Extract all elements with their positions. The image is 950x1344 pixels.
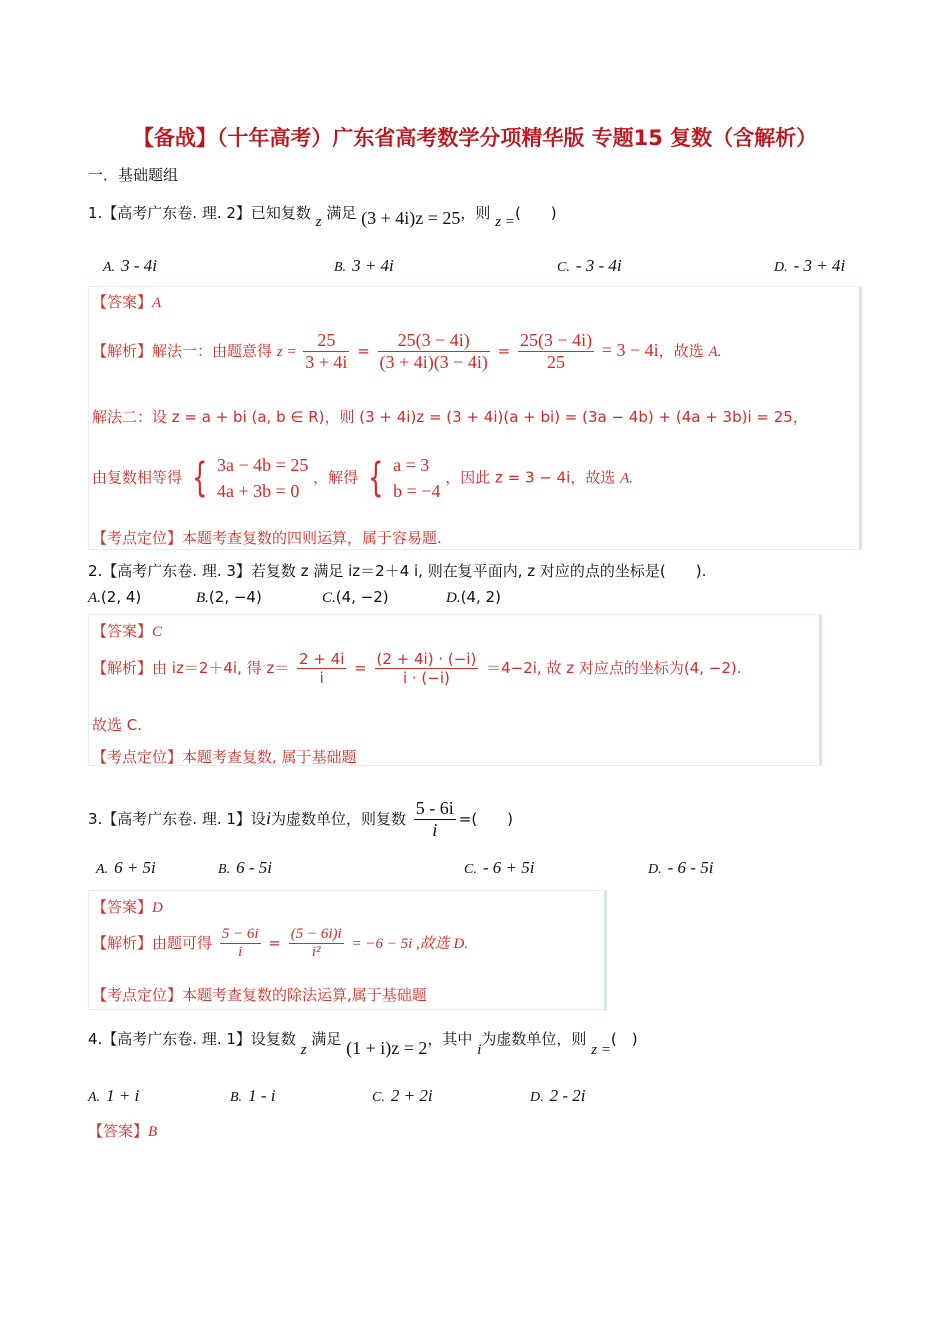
question-2-stem: 2.【高考广东卷. 理. 3】若复数 z 满足 iz＝2＋4 i, 则在复平面内, z 对应的点的坐标是( ). bbox=[88, 562, 707, 580]
q2-analysis: 【解析】由 iz＝2＋4i, 得 z＝ $\frac{2 + 4i}{i}$ = $\frac{(2 + 4i) \cdot (-i)}{i \cdot (-i)}$ ＝4−2i, 故 z 对应点的坐标为(4, −2). bbox=[92, 650, 742, 687]
question-3-stem: 3.【高考广东卷. 理. 1】设i为虚数单位，则复数 $\frac{5 - 6i}{i}$ =( ) bbox=[88, 798, 514, 840]
q3-fraction-1: $\frac{5 - 6i}{i}$ bbox=[221, 926, 259, 960]
q2-topic-point: 【考点定位】本题考查复数, 属于基础题 bbox=[92, 748, 357, 766]
q1-fraction-1: $\frac{25}{3 + 4i}$ bbox=[305, 330, 348, 372]
question-4-stem: 4.【高考广东卷. 理. 1】设复数 z 满足 (1 + i)z = 2，其中 i为虚数单位，则 z =( ) bbox=[88, 1030, 638, 1058]
q4-option-d[interactable]: D. 2 - 2i bbox=[530, 1086, 586, 1105]
q1-option-d[interactable]: D. - 3 + 4i bbox=[774, 256, 846, 275]
q4-option-c[interactable]: C. 2 + 2i bbox=[372, 1086, 433, 1105]
q1-option-a[interactable]: A. 3 - 4i bbox=[103, 256, 157, 275]
question-1-stem: 1.【高考广东卷. 理. 2】已知复数 z 满足 (3 + 4i)z = 25，则 z =( ) bbox=[88, 204, 557, 230]
q2-choose: 故选 C. bbox=[92, 716, 143, 734]
q3-option-c[interactable]: C. - 6 + 5i bbox=[464, 858, 535, 877]
page-title: 【备战】（十年高考）广东省高考数学分项精华版 专题15 复数（含解析） bbox=[132, 126, 818, 150]
q3-fraction: $\frac{5 - 6i}{i}$ bbox=[415, 798, 454, 840]
section-heading: 一．基础题组 bbox=[88, 166, 179, 184]
q4-option-a[interactable]: A. 1 + i bbox=[88, 1086, 140, 1105]
q3-analysis: 【解析】由题可得 $\frac{5 - 6i}{i}$ = $\frac{(5 - 6i)i}{\text{i²}}$ = −6 − 5i ,故选 D. bbox=[92, 926, 469, 960]
q2-option-b[interactable]: B.(2, −4) bbox=[196, 588, 262, 606]
q1-method-2: 解法二：设 z = a + bi (a, b ∈ R)，则 (3 + 4i)z = (3 + 4i)(a + bi) = (3a − 4b) + (4a + 3b)i = 25， bbox=[92, 408, 808, 426]
q1-fraction-2: $\frac{25(3 - 4i)}{(3 + 4i)(3 - 4i)}$ bbox=[379, 330, 488, 372]
q1-fraction-3: $\frac{25(3 - 4i)}{25}$ bbox=[519, 330, 593, 372]
q3-option-b[interactable]: B. 6 - 5i bbox=[218, 858, 272, 877]
q2-option-a[interactable]: A.(2, 4) bbox=[88, 588, 142, 606]
q1-answer: 【答案】A bbox=[92, 293, 162, 311]
q2-answer: 【答案】C bbox=[92, 622, 163, 640]
q3-fraction-2: $\frac{(5 - 6i)i}{\text{i²}}$ bbox=[290, 926, 342, 960]
q3-option-a[interactable]: A. 6 + 5i bbox=[96, 858, 156, 877]
q2-option-c[interactable]: C.(4, −2) bbox=[322, 588, 389, 606]
q1-analysis: 【解析】解法一：由题意得 z = $\frac{25}{3 + 4i}$ = $\frac{25(3 - 4i)}{(3 + 4i)(3 - 4i)}$ = $\frac{25(3 - 4i)}{25}$ = 3 − 4i，故选 A. bbox=[92, 330, 722, 372]
q1-topic-point: 【考点定位】本题考查复数的四则运算，属于容易题. bbox=[92, 529, 442, 547]
q1-system: 由复数相等得 { 3a − 4b = 25 4a + 3b = 0 ，解得 { a = 3 b = −4 ，因此 z = 3 − 4i，故选 A. bbox=[92, 455, 634, 501]
q2-solution-box bbox=[88, 614, 822, 766]
q3-answer: 【答案】D bbox=[92, 898, 163, 916]
q3-topic-point: 【考点定位】本题考查复数的除法运算,属于基础题 bbox=[92, 986, 427, 1004]
q2-option-d[interactable]: D.(4, 2) bbox=[446, 588, 501, 606]
q4-answer: 【答案】B bbox=[88, 1122, 158, 1140]
q2-fraction-1: $\frac{2 + 4i}{i}$ bbox=[299, 650, 345, 687]
q1-option-c[interactable]: C. - 3 - 4i bbox=[557, 256, 622, 275]
q4-option-b[interactable]: B. 1 - i bbox=[230, 1086, 276, 1105]
q2-fraction-2: $\frac{(2 + 4i) \cdot (-i)}{i \cdot (-i)}$ bbox=[376, 650, 477, 687]
q1-option-b[interactable]: B. 3 + 4i bbox=[334, 256, 394, 275]
q3-option-d[interactable]: D. - 6 - 5i bbox=[648, 858, 714, 877]
